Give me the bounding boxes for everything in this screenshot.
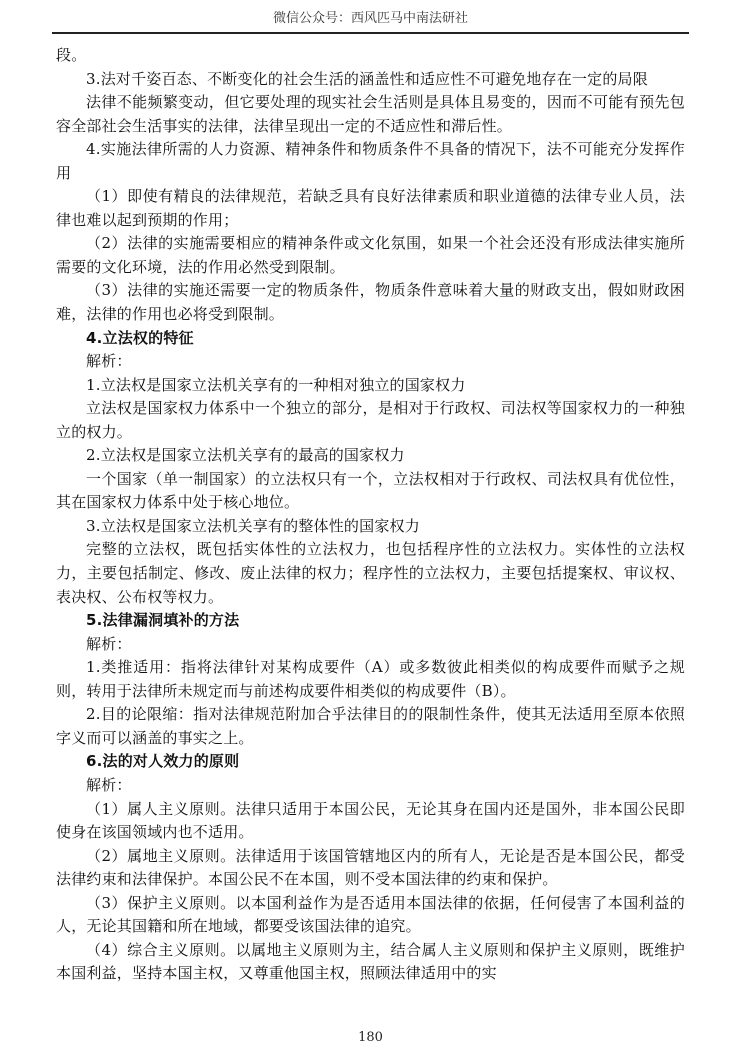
section-heading: 6.法的对人效力的原则 — [86, 752, 240, 771]
paragraph: 3.立法权是国家立法机关享有的整体性的国家权力 — [86, 516, 420, 535]
header-text: 微信公众号：西风匹马中南法研社 — [272, 11, 468, 26]
paragraph: （2）法律的实施需要相应的精神条件或文化氛围，如果一个社会还没有形成法律实施所需要的文化环境，法的作用必然受到限制。 — [56, 234, 685, 276]
paragraph: 完整的立法权，既包括实体性的立法权力，也包括程序性的立法权力。实体性的立法权力，主要包括制定、修改、废止法律的权力；程序性的立法权力，主要包括提案权、审议权、表决权、公布权等权力。 — [56, 540, 685, 606]
paragraph: （3）法律的实施还需要一定的物质条件，物质条件意味着大量的财政支出，假如财政困难，法律的作用也必将受到限制。 — [56, 281, 685, 324]
paragraph: 3.法对千姿百态、不断变化的社会生活的涵盖性和适应性不可避免地存在一定的局限 — [86, 69, 648, 88]
paragraph: （1）即使有精良的法律规范，若缺乏具有良好法律素质和职业道德的法律专业人员，法律也难以起到预期的作用； — [56, 187, 685, 229]
page-header — [52, 8, 689, 34]
page-number: 180 — [358, 1030, 383, 1045]
paragraph: 一个国家（单一制国家）的立法权只有一个，立法权相对于行政权、司法权具有优位性，其在国家权力体系中处于核心地位。 — [56, 469, 685, 512]
section-heading: 5.法律漏洞填补的方法 — [86, 611, 240, 630]
paragraph: 段。 — [56, 46, 87, 64]
paragraph: 立法权是国家权力体系中一个独立的部分，是相对于行政权、司法权等国家权力的一种独立的权力。 — [56, 399, 685, 441]
paragraph: 1.立法权是国家立法机关享有的一种相对独立的国家权力 — [86, 375, 466, 394]
section-heading: 4.立法权的特征 — [86, 328, 194, 347]
paragraph: （1）属人主义原则。法律只适用于本国公民，无论其身在国内还是国外，非本国公民即使身在该国领域内也不适用。 — [56, 799, 685, 842]
paragraph: 法律不能频繁变动，但它要处理的现实社会生活则是具体且易变的，因而不可能有预先包容全部社会生活事实的法律，法律呈现出一定的不适应性和滞后性。 — [56, 93, 685, 135]
paragraph: （2）属地主义原则。法律适用于该国管辖地区内的所有人，无论是否是本国公民，都受法律约束和法律保护。本国公民不在本国，则不受本国法律的约束和保护。 — [56, 846, 685, 889]
document-body — [56, 44, 685, 986]
paragraph: 4.实施法律所需的人力资源、精神条件和物质条件不具备的情况下，法不可能充分发挥作用 — [56, 140, 685, 182]
analysis-label: 解析： — [86, 634, 132, 653]
paragraph: 1.类推适用：指将法律针对某构成要件（A）或多数彼此相类似的构成要件而赋予之规则，转用于法律所未规定而与前述构成要件相类似的构成要件（B）。 — [56, 658, 685, 700]
analysis-label: 解析： — [86, 775, 132, 794]
paragraph: （3）保护主义原则。以本国利益作为是否适用本国法律的依据，任何侵害了本国利益的人，无论其国籍和所在地域，都要受该国法律的追究。 — [56, 893, 685, 936]
paragraph: 2.目的论限缩：指对法律规范附加合乎法律目的的限制性条件，使其无法适用至原本依照字义而可以涵盖的事实之上。 — [56, 705, 685, 747]
paragraph: （4）综合主义原则。以属地主义原则为主，结合属人主义原则和保护主义原则，既维护本国利益，坚持本国主权，又尊重他国主权，照顾法律适用中的实 — [56, 940, 685, 983]
page-footer — [0, 1030, 741, 1045]
paragraph: 2.立法权是国家立法机关享有的最高的国家权力 — [86, 446, 405, 465]
analysis-label: 解析： — [86, 352, 132, 371]
